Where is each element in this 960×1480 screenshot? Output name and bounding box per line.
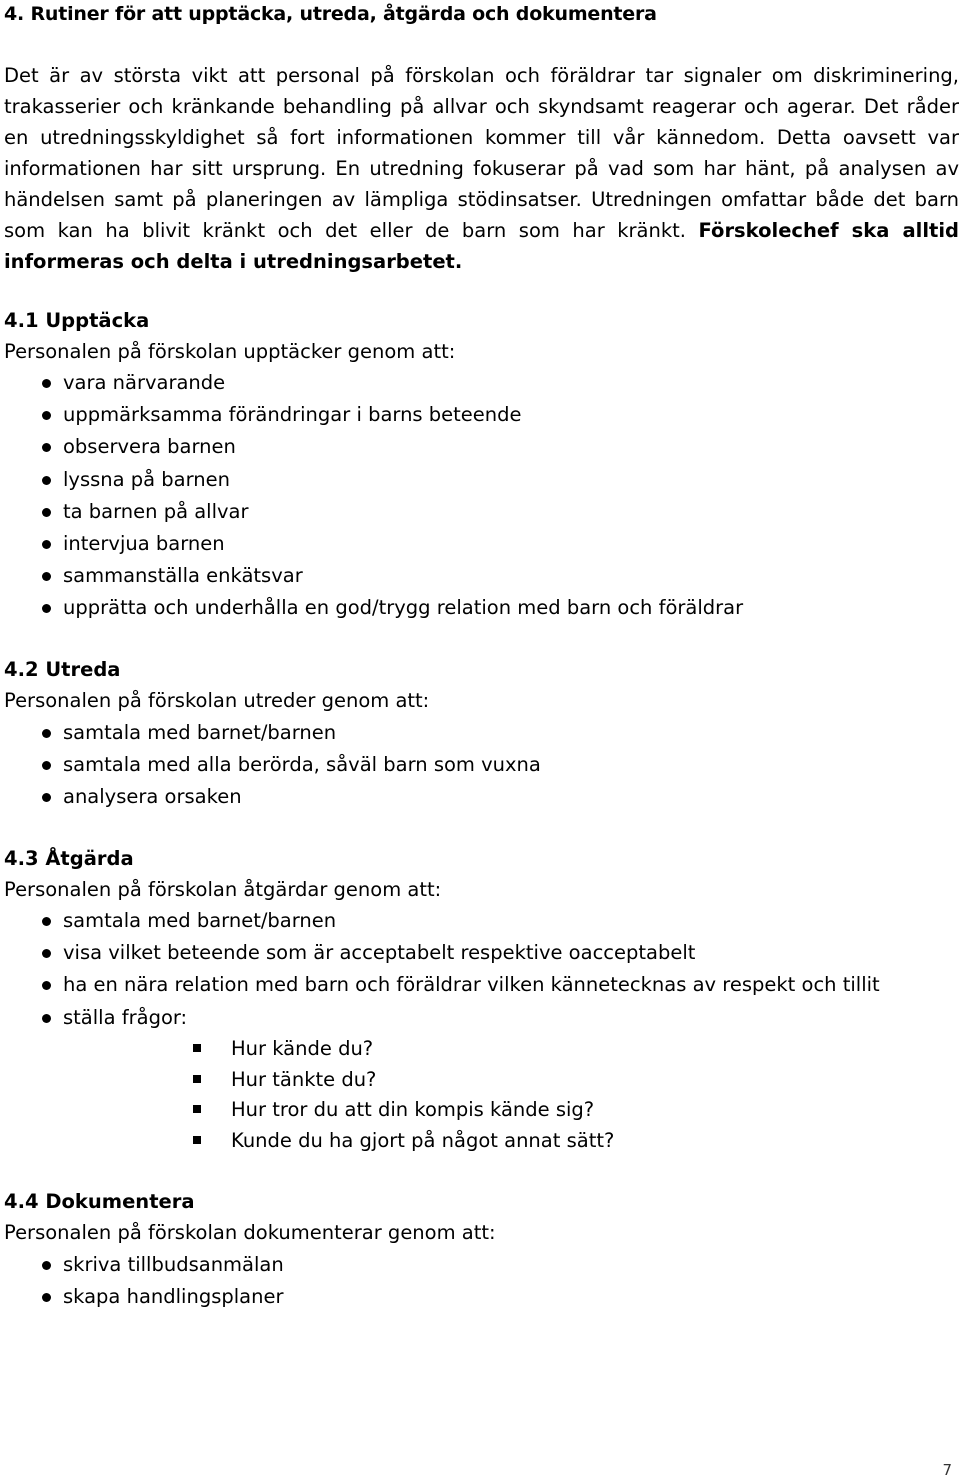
square-bullet-icon <box>193 1136 201 1144</box>
section-lead-upptacka: Personalen på förskolan upptäcker genom att: <box>4 340 456 363</box>
bullet-icon <box>42 604 51 613</box>
square-bullet-icon <box>193 1105 201 1113</box>
bullet-icon <box>42 476 51 485</box>
bullet-icon <box>42 1261 51 1270</box>
intro-text: Det är av största vikt att personal på förskolan och föräldrar tar signaler om diskriminering, trakasserier och kränkande behandling på allvar och skyndsamt reagerar och agerar. Det råder en utredningsskyldighet så fort informationen kommer till vår kännedom. Detta oavsett var informationen har sitt ursprung. En utredning fokuserar på vad som har hänt, på analysen av händelsen samt på planeringen av lämpliga stödinsatser. Utredningen omfattar både det barn som kan ha blivit kränkt och det eller de barn som har kränkt. <box>4 64 959 242</box>
bullet-icon <box>42 917 51 926</box>
section-title-dokumentera: 4.4 Dokumentera <box>4 1190 195 1213</box>
bullet-icon <box>42 1014 51 1023</box>
bullet-icon <box>42 981 51 990</box>
section-lead-utreda: Personalen på förskolan utreder genom att: <box>4 689 430 712</box>
page-heading: 4. Rutiner för att upptäcka, utreda, åtgärda och dokumentera <box>4 3 657 25</box>
section-title-utreda: 4.2 Utreda <box>4 658 121 681</box>
bullet-icon <box>42 508 51 517</box>
bullet-icon <box>42 379 51 388</box>
section-title-atgarda: 4.3 Åtgärda <box>4 847 134 870</box>
bullet-icon <box>42 949 51 958</box>
section-lead-atgarda: Personalen på förskolan åtgärdar genom att: <box>4 878 442 901</box>
document-page: 4. Rutiner för att upptäcka, utreda, åtgärda och dokumentera Det är av största vikt att personal på förskolan och föräldrar tar signaler om diskriminering, trakasserier och kränkande behandling på allvar och skyndsamt reagerar och agerar. Det råder en utredningsskyldighet så fort informationen kommer till vår kännedom. Detta oavsett var informationen har sitt ursprung. En utredning fokuserar på vad som har hänt, på analysen av händelsen samt på planeringen av lämpliga stödinsatser. Utredningen omfattar både det barn som kan ha blivit kränkt och det eller de barn som har kränkt. Förskolechef ska alltid informeras och delta i utredningsarbetet. 4.1 Upptäcka Personalen på förskolan upptäcker genom att: vara närvarande uppmärksamma förändringar i barns beteende observera barnen lyssna på barnen ta barnen på allvar intervjua barnen sammanställa enkätsvar upprätta och underhålla en god/trygg relation med barn och föräldrar 4.2 Utreda Personalen på förskolan utreder genom att: samtala med barnet/barnen samtala med alla berörda, såväl barn som vuxna analysera orsaken 4.3 Åtgärda Personalen på förskolan åtgärdar genom att: samtala med barnet/barnen visa vilket beteende som är acceptabelt respektive oacceptabelt ha en nära relation med barn och föräldrar vilken kännetecknas av respekt och tillit ställa frågor: Hur kände du? Hur tänkte du? Hur tror du att din kompis kände sig? Kunde du ha gjort på något annat sätt? 4.4 Dokumentera Personalen på förskolan dokumenterar genom att: skriva tillbudsanmälan skapa handlingsplaner 7 <box>4 3 960 1479</box>
bullet-icon <box>42 761 51 770</box>
bullet-icon <box>42 793 51 802</box>
section-lead-dokumentera: Personalen på förskolan dokumenterar genom att: <box>4 1221 496 1244</box>
page-number: 7 <box>942 1461 952 1479</box>
bullet-icon <box>42 572 51 581</box>
square-bullet-icon <box>193 1044 201 1052</box>
bullet-icon <box>42 729 51 738</box>
bullet-icon <box>42 411 51 420</box>
intro-paragraph <box>4 60 959 277</box>
bullet-icon <box>42 443 51 452</box>
bullet-icon <box>42 1293 51 1302</box>
square-bullet-icon <box>193 1075 201 1083</box>
bullet-icon <box>42 540 51 549</box>
intro-bold-text: Förskolechef ska alltid informeras och delta i utredningsarbetet. <box>4 219 960 273</box>
section-title-upptacka: 4.1 Upptäcka <box>4 309 150 332</box>
